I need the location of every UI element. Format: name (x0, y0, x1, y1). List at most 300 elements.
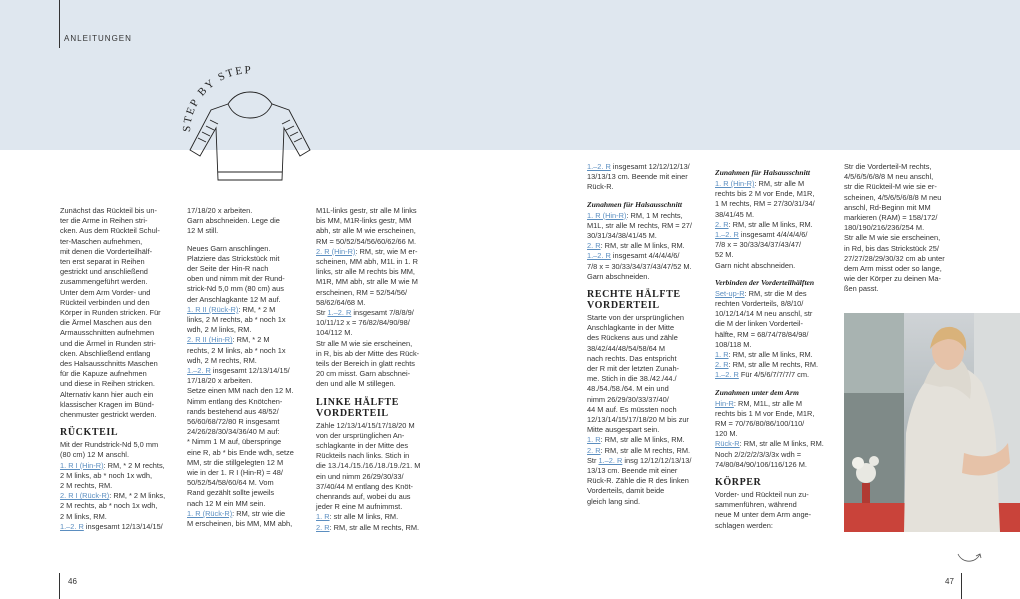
text-segment: chenrands auf, wobei du aus (316, 492, 411, 502)
text-line (587, 405, 707, 415)
text-line (844, 274, 1020, 284)
text-line (587, 425, 707, 435)
text-line (587, 262, 707, 272)
text-line (715, 309, 835, 319)
text-line (60, 369, 178, 379)
row-reference: 1.–2. R (327, 308, 352, 318)
text-line (60, 390, 178, 400)
text-line (187, 427, 305, 437)
instruction-paragraph (187, 244, 305, 530)
text-segment: ein und nimm 26/29/30/33/ (316, 471, 404, 481)
text-column-2 (187, 206, 305, 536)
section-heading: RÜCKTEIL (60, 427, 119, 439)
text-line (587, 456, 707, 466)
text-segment: MM, str die stillgelegten 12 M (187, 457, 284, 467)
text-line (844, 233, 1020, 243)
text-segment: 120 M. (715, 429, 738, 439)
text-segment: nach rechts. Das entspricht (587, 353, 677, 363)
text-line (715, 210, 835, 220)
text-line (187, 274, 305, 284)
text-line (60, 481, 178, 491)
text-segment: Für 4/5/6/7/7/7/7 cm. (738, 370, 810, 380)
text-segment: markieren (RAM) = 158/172/ (844, 213, 938, 223)
text-line (60, 471, 178, 481)
text-segment: M erscheinen, bis MM, MM abh, (187, 519, 293, 529)
text-line (60, 461, 178, 471)
text-segment: hälfte, RM = 68/74/78/84/98/ (715, 329, 809, 339)
text-segment: abh, str alle M wie erscheinen, (316, 226, 416, 236)
text-segment: 1 M rechts, RM = 27/30/31/34/ (715, 199, 815, 209)
text-line (316, 349, 436, 359)
text-line (187, 437, 305, 447)
text-segment: insgesamt 12/13/14/15/ (83, 521, 163, 531)
text-segment: wdh, 2 M links, RM. (187, 325, 252, 335)
text-line (187, 397, 305, 407)
text-line (187, 366, 305, 376)
row-reference: Rück-R (715, 439, 740, 449)
text-segment: : RM, str, wie M er- (355, 246, 418, 256)
sub-heading: Verbinden der Vorderteilhälften (715, 277, 815, 287)
text-line (316, 237, 436, 247)
text-line (60, 410, 178, 420)
text-line (715, 350, 835, 360)
row-reference: 1. R (Hin-R) (715, 179, 755, 188)
instruction-paragraph (715, 289, 835, 381)
text-segment: teils der Bereich in glatt rechts (316, 359, 415, 369)
text-segment: die Ärmel Maschen aus den (60, 318, 152, 328)
text-segment: Noch 2/2/2/2/3/3/3x wdh = (715, 449, 802, 459)
text-segment: insgesamt 7/8/8/9/ (351, 308, 414, 318)
text-line (715, 299, 835, 309)
text-segment: in Rd, bis das Strickstück 25/ (844, 243, 939, 253)
text-segment: ßen passt. (844, 284, 879, 294)
text-line (60, 349, 178, 359)
text-segment: cken. Abschließend entlang (60, 348, 151, 358)
text-segment: anschl, Rd-Beginn mit MM (844, 202, 931, 212)
text-segment: rechts bis 1 M vor Ende, M1R, (715, 408, 815, 418)
text-segment: : RM, M1L, str alle M (733, 398, 803, 408)
row-reference: 1. R (715, 350, 729, 360)
step-by-step-badge (176, 62, 326, 192)
text-line (60, 308, 178, 318)
text-segment: : RM, str die M des (744, 288, 807, 298)
instruction-paragraph (316, 421, 436, 533)
text-segment: * Nimm 1 M auf, überspringe (187, 437, 282, 447)
text-line (587, 446, 707, 456)
text-line (715, 419, 835, 429)
text-segment: Zunächst das Rückteil bis un- (60, 206, 157, 215)
text-segment: wdh, 2 M rechts, RM. (187, 355, 257, 365)
text-line (187, 295, 305, 305)
text-line (316, 379, 436, 389)
text-line (715, 289, 835, 299)
text-segment: chenmuster gestrickt werden. (60, 410, 157, 420)
text-segment: Garn nicht abschneiden. (715, 260, 796, 270)
text-line (60, 512, 178, 522)
text-line (587, 333, 707, 343)
decorative-arc-icon (954, 536, 984, 566)
text-line (844, 172, 1020, 182)
text-line (60, 237, 178, 247)
text-line (715, 439, 835, 449)
text-segment: gleich lang sind. (587, 496, 641, 506)
text-segment: 30/31/34/38/41/45 M. (587, 231, 657, 241)
text-line (316, 216, 436, 226)
text-line (587, 395, 707, 405)
text-column-4 (587, 162, 707, 514)
text-line (316, 472, 436, 482)
text-segment: 10/11/12 x = 76/82/84/90/98/ (316, 318, 410, 328)
text-line (60, 440, 178, 450)
text-segment: 2 M links, RM. (60, 511, 107, 521)
text-line (587, 344, 707, 354)
text-line (187, 356, 305, 366)
row-reference: 1. R II (Rück-R) (187, 304, 239, 314)
text-segment: und diese in Reihen stricken. (60, 379, 155, 389)
text-line (316, 257, 436, 267)
text-segment: Vorder- und Rückteil nun zu- (715, 490, 809, 500)
row-reference: 1.–2. R (587, 251, 611, 261)
text-segment: rands bestehend aus 48/52/ (187, 406, 279, 416)
text-segment: Nimm entlang des Knötchen- (187, 396, 283, 406)
text-line (187, 458, 305, 468)
text-line (316, 461, 436, 471)
text-line (587, 466, 707, 476)
text-segment: rechts, 2 M links, ab * noch 1x (187, 345, 286, 355)
row-reference: Hin-R (715, 398, 734, 408)
row-reference: 1. R (Rück-R) (187, 508, 233, 518)
text-line (60, 379, 178, 389)
text-segment: Starte von der ursprünglichen (587, 313, 684, 323)
text-segment: der Seite der Hin-R nach (187, 264, 269, 274)
text-segment: 56/60/68/72/80 R insgesamt (187, 417, 280, 427)
text-line (316, 421, 436, 431)
text-segment: M1R, MM abh, str alle M wie M (316, 277, 418, 287)
text-segment: : RM, str wie die (232, 508, 286, 518)
text-line (316, 523, 436, 533)
text-line (715, 399, 835, 409)
text-segment: 2 M rechts, ab * noch 1x wdh, (60, 501, 158, 511)
text-column-5 (715, 162, 835, 538)
text-segment: gestrickt und anschließend (60, 267, 148, 277)
text-line (60, 491, 178, 501)
text-line (715, 500, 835, 510)
text-segment: scheinen, 4/5/6/5/6/8/8 M neu (844, 192, 942, 202)
instruction-paragraph (587, 313, 707, 507)
text-segment: : str alle M links, RM. (329, 512, 399, 522)
text-segment: der Anschlagkante 12 M auf. (187, 294, 281, 304)
text-segment: Körper in Runden stricken. Für (60, 308, 161, 318)
row-reference: 1.–2. R (587, 162, 611, 171)
text-segment: Garn abschneiden. Lege die (187, 216, 280, 226)
text-segment: insgesamt 12/12/12/13/ (610, 162, 690, 171)
text-line (715, 261, 835, 271)
text-segment: wie in der 1. R I (Hin-R) = 48/ (187, 468, 283, 478)
section-heading: LINKE HÄLFTE VORDERTEIL (316, 396, 400, 419)
footer-rule-left (59, 573, 60, 599)
text-line (715, 340, 835, 350)
text-segment: des Halsausschnitts Maschen (60, 359, 158, 369)
header-band (0, 0, 1020, 150)
text-line (60, 247, 178, 257)
sweater-icon (190, 92, 310, 180)
text-segment: von der ursprünglichen An- (316, 430, 405, 440)
text-segment: 4/5/6/5/6/8/8 M neu anschl, (844, 172, 934, 182)
text-segment: links, str alle M rechts bis MM, (316, 267, 415, 277)
text-line (187, 305, 305, 315)
row-reference: 2. R (715, 360, 729, 370)
text-line (187, 478, 305, 488)
row-reference: 2. R (587, 445, 601, 455)
text-line (187, 315, 305, 325)
text-segment: 50/52/54/58/60/64 M. Vom (187, 478, 274, 488)
text-line (187, 417, 305, 427)
text-segment: 17/18/20 x arbeiten. (187, 206, 253, 215)
sub-heading: Zunahmen für Halsausschnitt (587, 199, 682, 209)
text-segment: Str alle M wie sie erscheinen, (316, 338, 413, 348)
text-line (60, 400, 178, 410)
row-reference: 1.–2. R (715, 370, 739, 380)
text-line (316, 267, 436, 277)
text-segment: und die Ärmel in Runden stri- (60, 338, 156, 348)
text-segment: nimm 26/29/30/33/37/40/ (587, 394, 669, 404)
section-heading: KÖRPER (715, 477, 762, 489)
text-line (316, 288, 436, 298)
row-reference: 1.–2. R (60, 521, 84, 531)
instruction-paragraph (715, 179, 835, 271)
text-segment: 38/42/44/48/54/58/64 M (587, 343, 666, 353)
header-rule (59, 0, 60, 48)
text-segment: Zähle 12/13/14/15/17/18/20 M (316, 420, 415, 430)
text-segment: wie der Körper zu deinen Ma- (844, 274, 941, 284)
text-line (316, 482, 436, 492)
text-line (187, 346, 305, 356)
text-line (316, 441, 436, 451)
text-segment: Unter dem Arm Vorder- und (60, 287, 151, 297)
text-segment: M1L-links gestr, str alle M links (316, 206, 417, 215)
text-line (715, 330, 835, 340)
text-line (316, 339, 436, 349)
text-segment: 52 M. (715, 250, 734, 260)
text-segment: : RM, str alle M rechts, RM. (728, 360, 819, 370)
text-segment: nach 12 M ein MM sein. (187, 498, 266, 508)
text-segment: Anschlagkante in der Mitte (587, 323, 675, 333)
text-line (844, 193, 1020, 203)
text-segment: die 13./14./15./16./18./19./21. M (316, 461, 421, 471)
text-line (60, 501, 178, 511)
text-line (187, 216, 305, 226)
text-line (587, 221, 707, 231)
text-line (844, 182, 1020, 192)
badge-text: STEP BY STEP (180, 64, 253, 133)
text-line (715, 460, 835, 470)
text-line (60, 288, 178, 298)
text-line (715, 250, 835, 260)
text-line (187, 407, 305, 417)
text-segment: rechts bis 2 M vor Ende, M1R, (715, 189, 815, 199)
text-segment: Str (587, 455, 599, 465)
text-segment: RM = 70/76/80/86/100/110/ (715, 419, 805, 429)
text-line (844, 254, 1020, 264)
text-line (587, 162, 707, 172)
text-segment: 2 M links, ab * noch 1x wdh, (60, 470, 153, 480)
text-segment: 7/8 x = 30/33/34/37/43/47/ (715, 240, 802, 250)
text-segment: (80 cm) 12 M anschl. (60, 450, 130, 460)
instruction-paragraph (316, 206, 436, 390)
sub-heading: Zunahmen für Halsausschnitt (715, 168, 810, 177)
text-line (316, 298, 436, 308)
text-line (316, 512, 436, 522)
text-line (587, 486, 707, 496)
text-segment: ter die Arme in Reihen stri- (60, 216, 148, 226)
text-segment: den und alle M stillegen. (316, 379, 396, 389)
text-line (587, 435, 707, 445)
text-segment: : RM, * 2 M rechts, (103, 460, 165, 470)
row-reference: 2. R II (Hin-R) (187, 335, 233, 345)
text-segment: Garn abschneiden. (587, 271, 650, 281)
text-line (715, 319, 835, 329)
text-segment: 20 cm misst. Garn abschnei- (316, 369, 411, 379)
text-line (715, 230, 835, 240)
text-line (715, 189, 835, 199)
text-line (60, 450, 178, 460)
text-line (60, 328, 178, 338)
text-segment: der R mit der letzten Zunah- (587, 364, 680, 374)
text-line (587, 384, 707, 394)
text-segment: des Rückens aus und zähle (587, 333, 678, 343)
text-line (60, 226, 178, 236)
text-segment: eine R, ab * bis Ende wdh, setze (187, 447, 294, 457)
section-label: ANLEITUNGEN (64, 34, 132, 43)
instruction-paragraph (587, 162, 707, 193)
text-line (587, 497, 707, 507)
text-segment: Str alle M wie sie erscheinen, (844, 233, 941, 243)
footer-rule-right (961, 573, 962, 599)
text-segment: Str (316, 308, 328, 318)
text-line (844, 213, 1020, 223)
text-line (187, 244, 305, 254)
row-reference: 1. R (Hin-R) (587, 210, 627, 220)
text-line (587, 313, 707, 323)
text-segment: die M der linken Vorderteil- (715, 319, 803, 329)
text-segment: : RM, str alle M (754, 179, 805, 188)
text-line (316, 492, 436, 502)
text-segment: : RM, * 2 M links, (109, 491, 166, 501)
text-line (587, 374, 707, 384)
row-reference: 1.–2. R (715, 230, 739, 240)
text-segment: klassischer Kragen im Bünd- (60, 399, 155, 409)
text-segment: Rück-R. (587, 182, 614, 192)
row-reference: 2. R (587, 241, 601, 251)
text-segment: 12/13/14/15/17/18/20 M bis zur (587, 415, 689, 425)
text-line (60, 359, 178, 369)
text-line (187, 509, 305, 519)
text-line (60, 267, 178, 277)
text-segment: : RM, 1 M rechts, (626, 210, 683, 220)
text-segment: 2 M rechts, RM. (60, 481, 113, 491)
text-segment: 12 M still. (187, 226, 219, 236)
text-line (715, 370, 835, 380)
text-line (316, 369, 436, 379)
text-segment: Mit der Rundstrick-Nd 5,0 mm (60, 440, 159, 450)
row-reference: Set-up-R (715, 288, 745, 298)
text-segment: Rand gezählt sollte jeweils (187, 488, 275, 498)
text-segment: 38/41/45 M. (715, 209, 755, 219)
text-line (715, 450, 835, 460)
instruction-paragraph (844, 162, 1020, 295)
text-segment: : RM, str alle M links, RM. (728, 219, 813, 229)
text-line (844, 162, 1020, 172)
text-line (844, 203, 1020, 213)
text-line (316, 328, 436, 338)
text-segment: zusammengeführt werden. (60, 277, 148, 287)
text-line (715, 360, 835, 370)
text-segment: ter-Maschen aufnehmen, (60, 236, 143, 246)
photo-illustration (844, 313, 1020, 532)
text-segment: Setze einen MM nach den 12 M. (187, 386, 294, 396)
text-column-6 (844, 162, 1020, 302)
text-line (587, 323, 707, 333)
text-segment: Rück-R. Zähle die R des linken (587, 476, 689, 486)
text-segment: neue M unter dem Arm ange- (715, 510, 812, 520)
text-line (60, 522, 178, 532)
text-line (316, 308, 436, 318)
page-number-left: 46 (68, 577, 77, 586)
instruction-paragraph (187, 206, 305, 237)
text-segment: Rückteil verbinden und den (60, 297, 150, 307)
text-line (316, 431, 436, 441)
text-segment: links, 2 M rechts, ab * noch 1x (187, 315, 286, 325)
text-segment: 44 M auf. Es müssten noch (587, 404, 677, 414)
text-line (187, 468, 305, 478)
text-line (316, 226, 436, 236)
text-segment: 24/26/28/30/34/36/40 M auf: (187, 427, 280, 437)
text-line (715, 240, 835, 250)
text-segment: 17/18/20 x arbeiten. (187, 376, 253, 386)
text-line (587, 231, 707, 241)
instruction-paragraph (715, 490, 835, 531)
text-segment: für die Kapuze aufnehmen (60, 369, 147, 379)
text-line (187, 284, 305, 294)
text-line (715, 490, 835, 500)
text-segment: insgesamt 12/13/14/15/ (210, 366, 290, 376)
text-segment: : RM, * 2 M (238, 304, 276, 314)
text-line (187, 488, 305, 498)
text-segment: : RM, str alle M links, RM. (739, 439, 824, 449)
text-line (587, 251, 707, 261)
text-segment: insgesamt 4/4/4/4/6/ (610, 251, 680, 261)
text-line (316, 359, 436, 369)
text-segment: M1L, str alle M rechts, RM = 27/ (587, 220, 692, 230)
text-segment: : RM, str alle M links, RM. (600, 435, 685, 445)
text-segment: insgesamt 4/4/4/4/6/ (738, 230, 808, 240)
text-line (187, 264, 305, 274)
text-line (60, 318, 178, 328)
text-segment: mit denen die Vorderteilhälf- (60, 246, 153, 256)
text-segment: Neues Garn anschlingen. (187, 243, 271, 253)
text-line (715, 429, 835, 439)
text-line (587, 172, 707, 182)
text-line (316, 451, 436, 461)
instruction-paragraph (60, 440, 178, 532)
text-line (316, 277, 436, 287)
text-segment: : RM, str alle M links, RM. (600, 241, 685, 251)
text-segment: Vorderteils, damit beide (587, 486, 665, 496)
text-segment: ten erst separat in Reihen (60, 257, 145, 267)
text-line (844, 244, 1020, 254)
text-segment: 108/118 M. (715, 339, 752, 349)
row-reference: 2. R I (Rück-R) (60, 491, 110, 501)
